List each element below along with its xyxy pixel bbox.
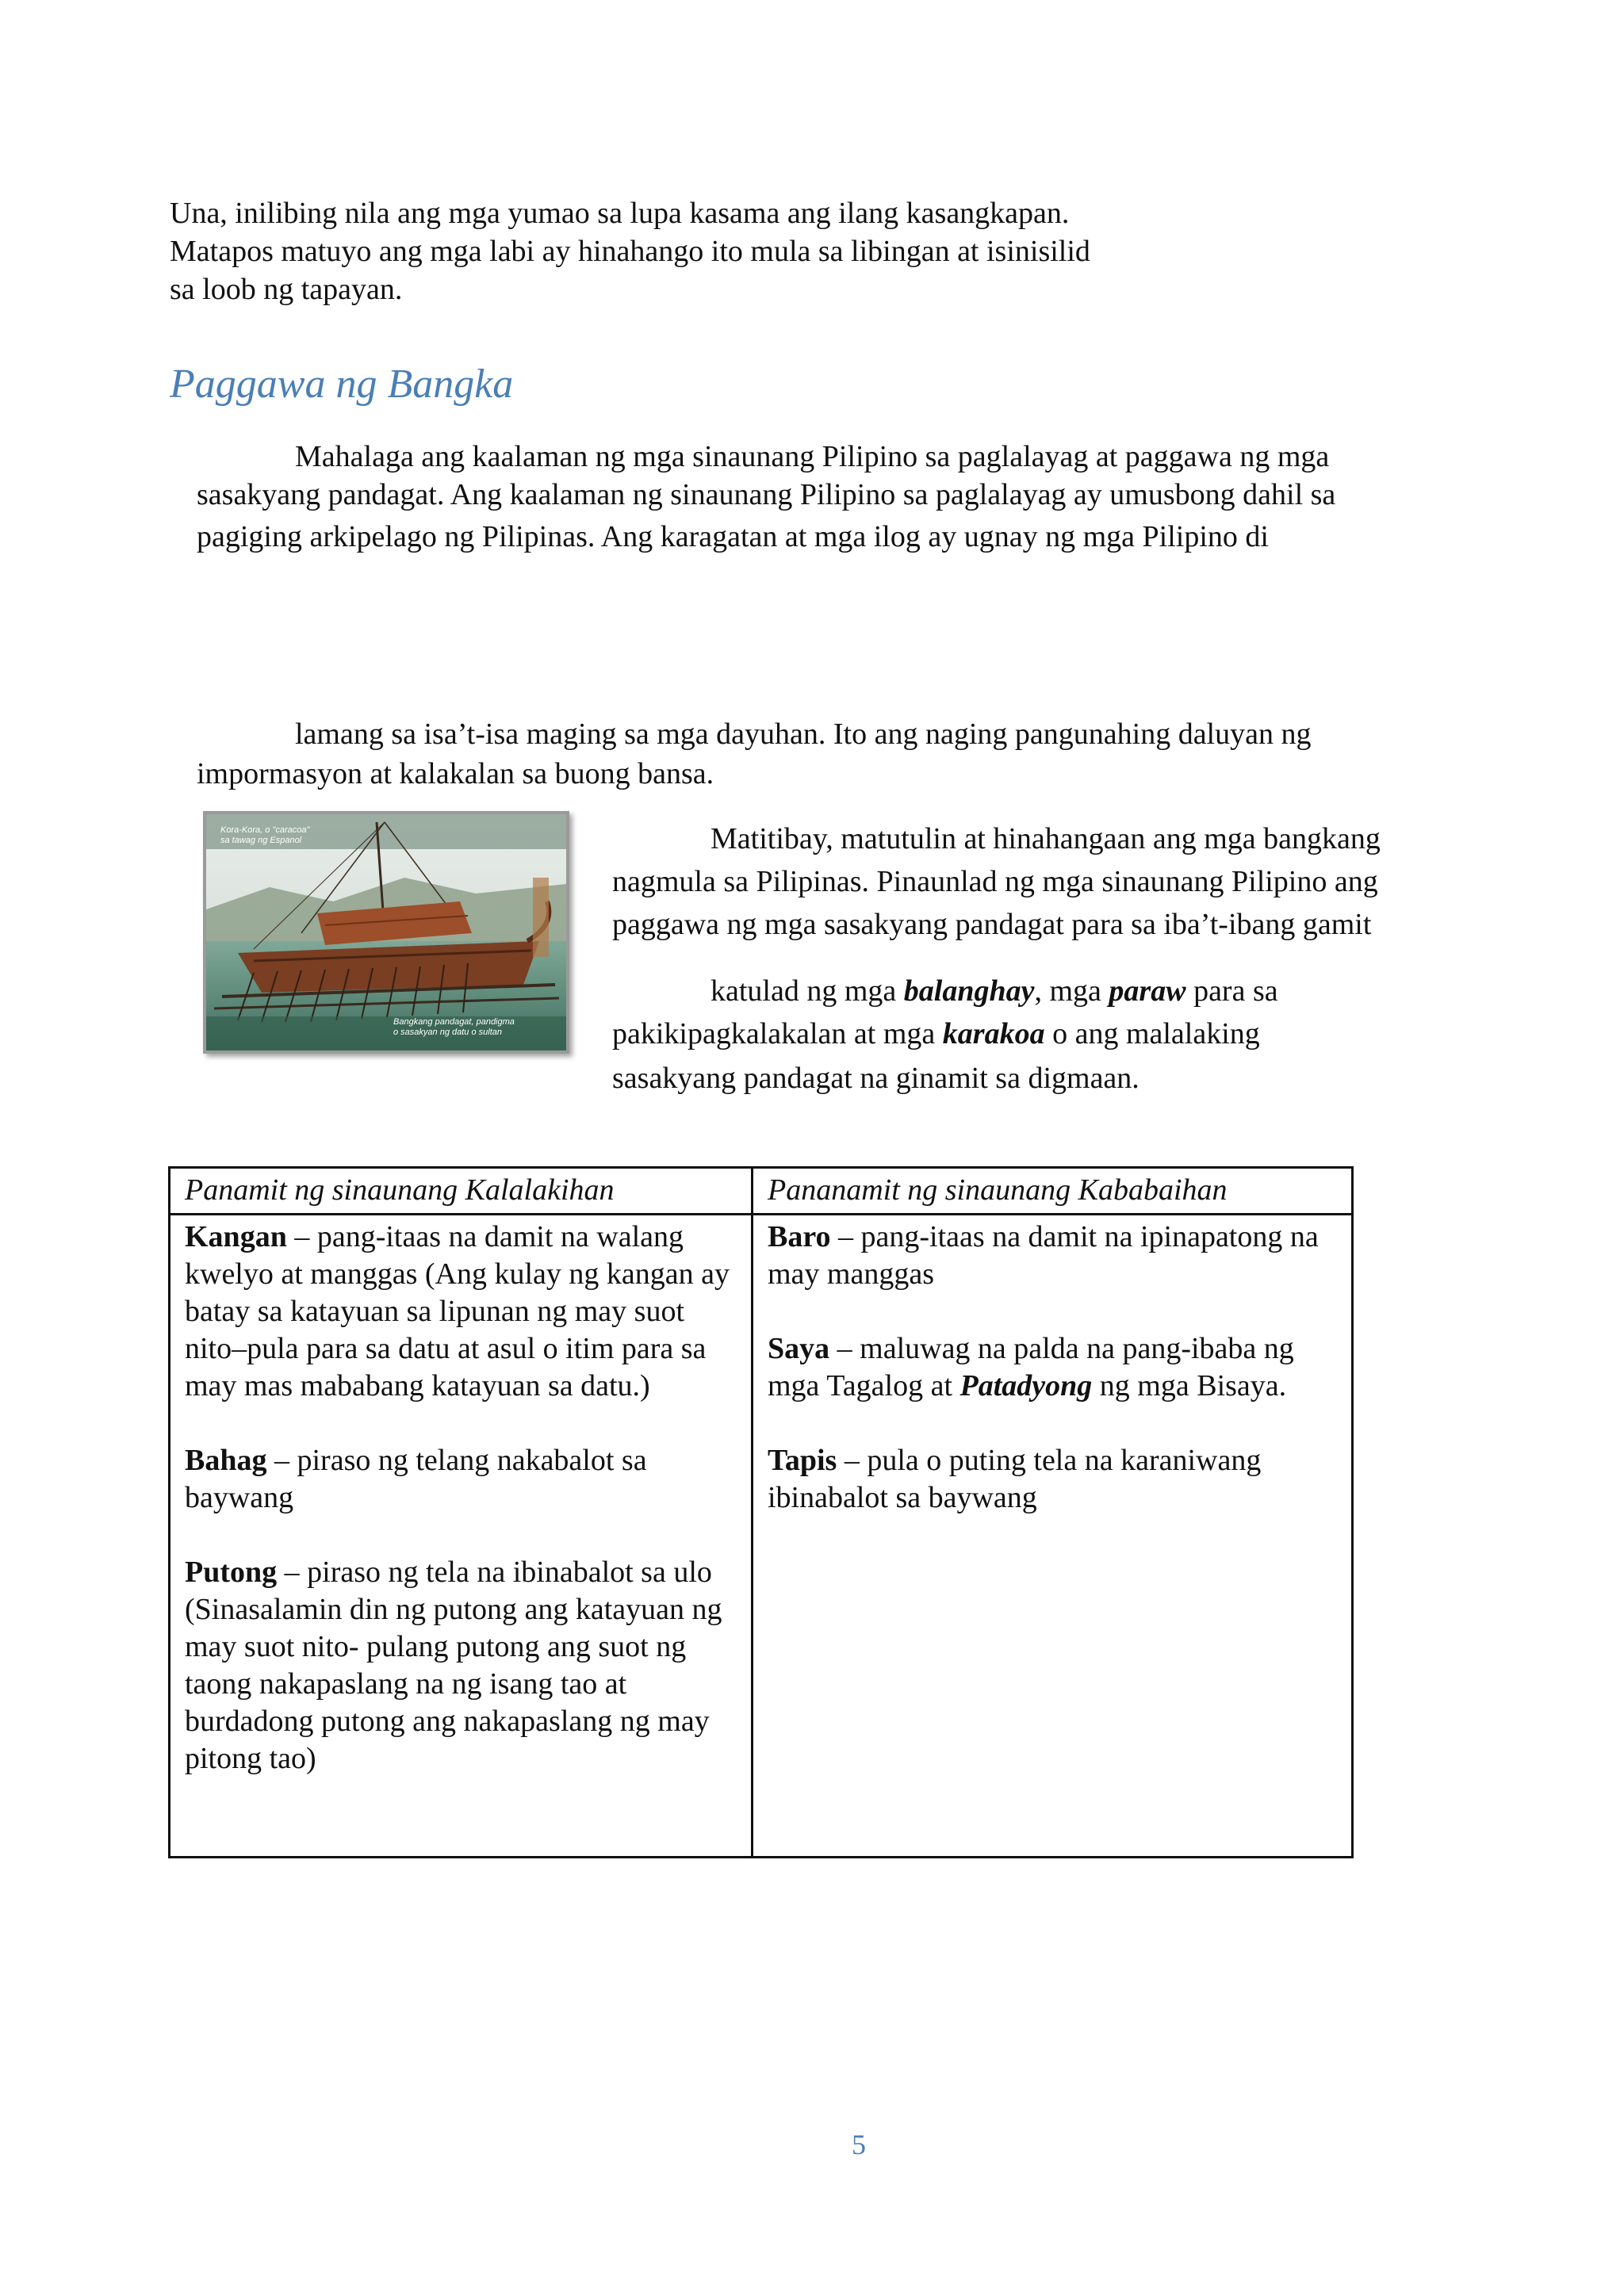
para1-line-3: pagiging arkipelago ng Pilipinas. Ang karagatan at mga ilog ay ugnay ng mga Pilipino di [197, 520, 1269, 553]
header-men: Panamit ng sinaunang Kalalakihan [170, 1168, 753, 1215]
para4-l2-pre: pakikipagkalakalan at mga [612, 1017, 943, 1050]
caption-bottom-1: Bangkang pandagat, pandigma [393, 1017, 515, 1027]
page-number: 5 [852, 2129, 866, 2160]
boat-illustration [206, 814, 566, 1050]
para4-l1-mid: , mga [1034, 974, 1109, 1008]
term-kangan: Kangan [185, 1220, 287, 1253]
term-balanghay: balanghay [903, 974, 1035, 1008]
cell-men [170, 1215, 753, 1858]
entry-baro [768, 1219, 1340, 1293]
para4-line-1 [710, 972, 1278, 1010]
caption-top-1: Kora-Kora, o "caracoa" [220, 825, 310, 835]
table-header-row [170, 1168, 1353, 1215]
para4-l2-post: o ang malalaking [1044, 1017, 1260, 1050]
entry-tapis [768, 1442, 1340, 1517]
term-patadyong: Patadyong [959, 1369, 1093, 1402]
desc-patadyong: ng mga Bisaya. [1092, 1369, 1287, 1402]
desc-saya: – maluwag na palda na pang-ibaba ng mga Tagalog at [768, 1332, 1294, 1402]
term-tapis: Tapis [768, 1444, 837, 1477]
term-saya: Saya [768, 1332, 830, 1365]
entry-putong [185, 1554, 740, 1777]
entry-kangan [185, 1219, 740, 1405]
para4-l1-post: para sa [1185, 974, 1278, 1008]
desc-tapis: – pula o puting tela na karaniwang ibinabalot sa baywang [768, 1444, 1262, 1514]
intro-line-3: sa loob ng tapayan. [170, 273, 403, 306]
term-putong: Putong [185, 1556, 278, 1589]
intro-line-2: Matapos matuyo ang mga labi ay hinahango ito mula sa libingan at isinisilid [170, 235, 1090, 268]
term-karakoa: karakoa [942, 1017, 1045, 1050]
section-heading: Paggawa ng Bangka [170, 362, 514, 407]
para4-l1-pre: katulad ng mga [710, 974, 904, 1008]
para4-line-3: sasakyang pandagat na ginamit sa digmaan. [612, 1062, 1139, 1095]
para1-line-1: Mahalaga ang kaalaman ng mga sinaunang Pilipino sa paglalayag at paggawa ng mga [295, 440, 1330, 473]
para2-line-2: impormasyon at kalakalan sa buong bansa. [197, 757, 714, 790]
desc-putong: – piraso ng tela na ibinabalot sa ulo (Sinasalamin din ng putong ang katayuan ng may suot nito- pulang putong ang suot ng taong nakapaslang na ng isang tao at burdadong putong ang nakapaslang ng may pitong tao) [185, 1556, 722, 1775]
desc-baro: – pang-itaas na damit na ipinapatong na may manggas [768, 1220, 1319, 1291]
para2-line-1: lamang sa isa’t-isa maging sa mga dayuhan. Ito ang naging pangunahing daluyan ng [295, 718, 1312, 751]
header-women: Pananamit ng sinaunang Kababaihan [753, 1168, 1353, 1215]
karakoa-boat-image [203, 811, 569, 1054]
desc-bahag: – piraso ng telang nakabalot sa baywang [185, 1444, 647, 1514]
table-row [170, 1215, 1353, 1858]
para3-line-1: Matitibay, matutulin at hinahangaan ang mga bangkang [710, 822, 1381, 855]
caption-top-2: sa tawag ng Espanol [220, 836, 302, 845]
term-paraw: paraw [1109, 974, 1186, 1008]
para3-line-2: nagmula sa Pilipinas. Pinaunlad ng mga sinaunang Pilipino ang [612, 865, 1378, 898]
intro-line-1: Una, inilibing nila ang mga yumao sa lupa kasama ang ilang kasangkapan. [170, 197, 1070, 230]
cell-women [753, 1215, 1353, 1858]
term-bahag: Bahag [185, 1444, 267, 1477]
para4-line-2 [612, 1015, 1260, 1053]
para3-line-3: paggawa ng mga sasakyang pandagat para sa iba’t-ibang gamit [612, 908, 1372, 941]
clothing-table [168, 1166, 1354, 1858]
para1-line-2: sasakyang pandagat. Ang kaalaman ng sinaunang Pilipino sa paglalayag ay umusbong dahil sa [197, 478, 1336, 511]
term-baro: Baro [768, 1220, 831, 1253]
caption-bottom-2: o sasakyan ng datu o sultan [393, 1027, 502, 1037]
desc-kangan: – pang-itaas na damit na walang kwelyo at manggas (Ang kulay ng kangan ay batay sa katayuan sa lipunan ng may suot nito–pula para sa datu at asul o itim para sa may mas mababang katayuan sa datu.) [185, 1220, 730, 1402]
entry-saya [768, 1330, 1340, 1405]
entry-bahag [185, 1442, 740, 1517]
